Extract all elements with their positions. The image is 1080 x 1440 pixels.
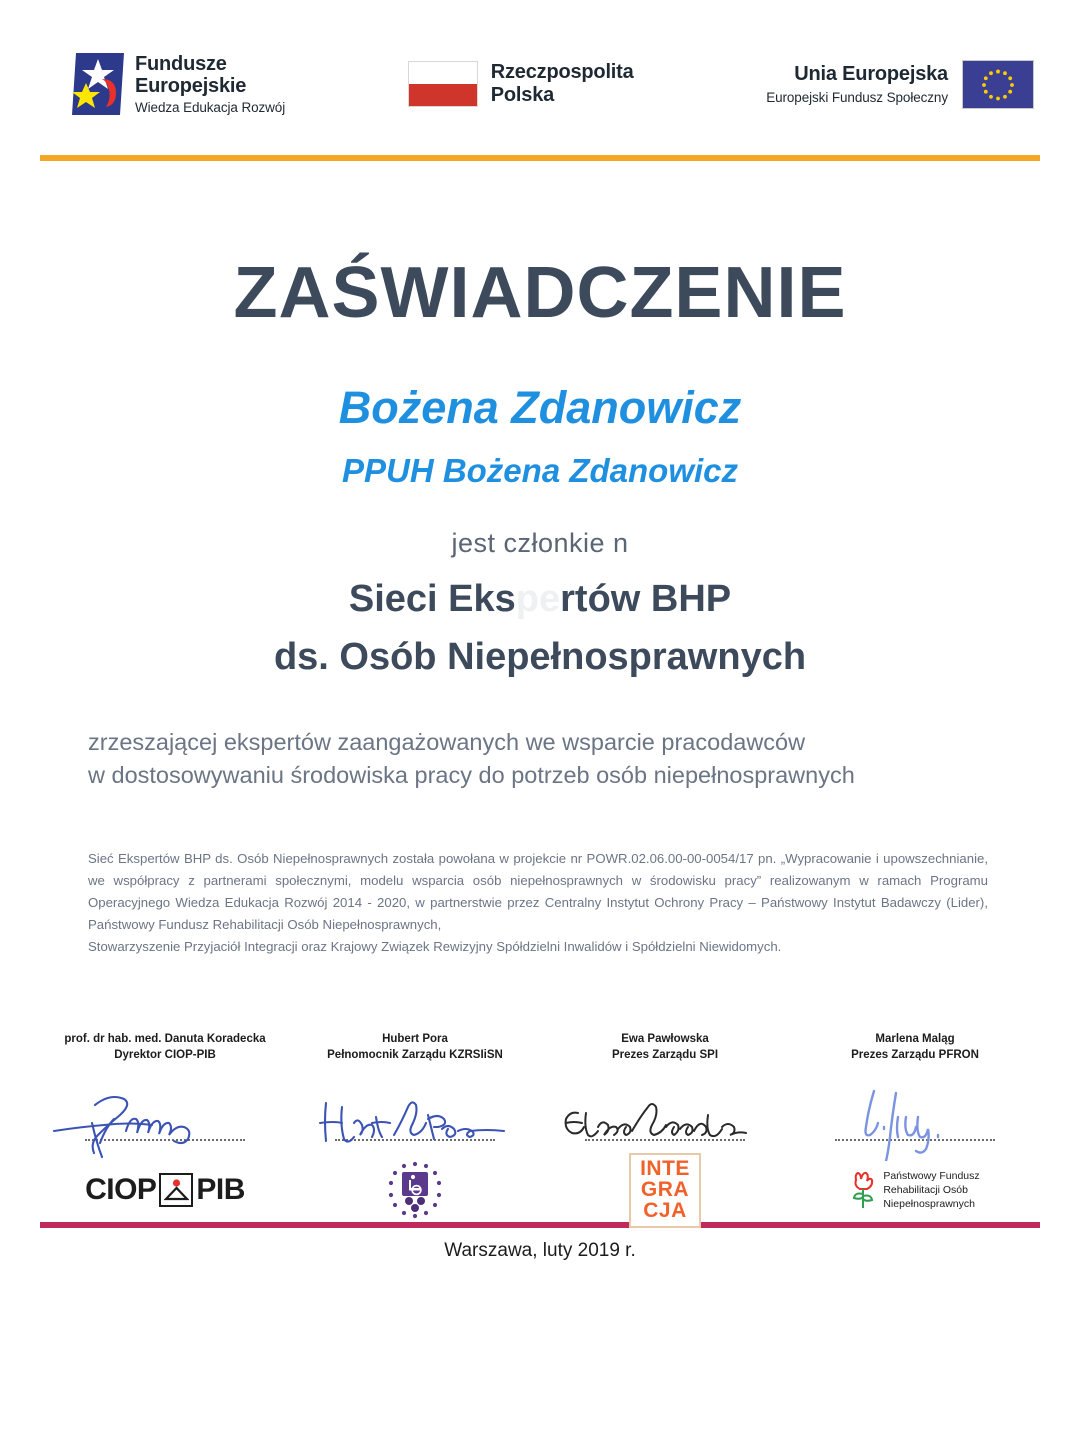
- description: [88, 726, 992, 793]
- unia-europejska-logo: [766, 60, 1034, 109]
- signatory-role: Dyrektor CIOP-PIB: [114, 1048, 216, 1061]
- fineprint-part-1: Sieć Ekspertów BHP ds. Osób Niepełnosprawnych została powołana w projekcie nr POWR.02.06.00-00-0054/17 pn. „Wypracowanie i upowszechnianie, we współpracy z partnerami społecznymi, modelu wsparcia osób niepełnosprawnych w środowisku pracy” realizowanym w ramach Programu Operacyjnego Wiedza Edukacja Rozwój 2014 - 2020, w partnerstwie przez Centralny Instytut Ochrony Pracy – Państwowy Instytut Badawczy (Lider), Państwowy Fundusz Rehabilitacji Osób Niepełnosprawnych,: [88, 851, 988, 932]
- fe-line-3: Wiedza Edukacja Rozwój: [135, 100, 286, 116]
- handwritten-signature-pora: [290, 1083, 530, 1161]
- network-text-before: Sieci Eks: [348, 578, 516, 620]
- fineprint-paragraph: [88, 848, 988, 958]
- ciop-figure-icon: [159, 1173, 193, 1207]
- integracja-line-3: CJA: [643, 1198, 687, 1222]
- signatory-role: Pełnomocnik Zarządu KZRSIiSN: [327, 1048, 503, 1061]
- network-name-line-1: [0, 578, 1080, 621]
- fe-line-2: Europejskie: [135, 74, 247, 97]
- signatory-name: Marlena Maląg: [875, 1033, 955, 1045]
- network-text-faded: pe: [515, 578, 561, 620]
- kzrsiisn-wheelchair-stars-logo: [290, 1159, 540, 1221]
- handwritten-signature-koradecka: [40, 1083, 280, 1161]
- rp-line-1: Rzeczpospolita: [490, 60, 634, 83]
- recipient-organization: PPUH Bożena Zdanowicz: [341, 452, 739, 489]
- handwritten-signature-pawlowska: [540, 1083, 780, 1161]
- network-name-line-2: ds. Osób Niepełnosprawnych: [273, 636, 807, 678]
- pfron-line-2: Rehabilitacji Osób: [883, 1183, 968, 1196]
- unia-europejska-text: [766, 62, 948, 106]
- rzeczpospolita-text: [491, 61, 634, 107]
- ciop-text-left: CIOP: [85, 1173, 157, 1207]
- signatory-role: Prezes Zarządu PFRON: [851, 1048, 979, 1061]
- integracja-logo: [540, 1156, 790, 1222]
- signatory-name: prof. dr hab. med. Danuta Koradecka: [64, 1033, 266, 1045]
- membership-intro: jest członkie n: [451, 528, 629, 558]
- ue-line-1: Unia Europejska: [794, 62, 948, 85]
- fineprint-part-2: Stowarzyszenie Przyjaciół Integracji oraz Krajowy Związek Rewizyjny Spółdzielni Inwalidów i Spółdzielni Niewidomych.: [88, 938, 782, 954]
- header-logo-bar: [40, 38, 1040, 130]
- integracja-line-1: INTE: [640, 1156, 690, 1180]
- fundusze-europejskie-stars-icon: [72, 53, 124, 115]
- divider-top: [40, 155, 1040, 161]
- description-line-2: w dostosowywaniu środowiska pracy do potrzeb osób niepełnosprawnych: [88, 762, 855, 789]
- handwritten-signature-malag: [790, 1083, 1030, 1161]
- pfron-line-1: Państwowy Fundusz: [883, 1169, 980, 1182]
- divider-bottom: [40, 1222, 1040, 1228]
- pfron-tulip-icon: [850, 1170, 876, 1210]
- page-title: ZAŚWIADCZENIE: [233, 253, 847, 333]
- signatory-pora: [290, 1032, 540, 1221]
- pfron-line-3: Niepełnosprawnych: [883, 1198, 975, 1211]
- signatory-malag: [790, 1032, 1040, 1221]
- place-and-date: Warszawa, luty 2019 r.: [444, 1240, 636, 1261]
- signatory-name: Hubert Pora: [382, 1033, 448, 1045]
- rp-line-2: Polska: [490, 84, 555, 106]
- rzeczpospolita-polska-logo: [408, 61, 634, 107]
- signature-block: [40, 1032, 1040, 1221]
- description-line-1: zrzeszającej ekspertów zaangażowanych we wsparcie pracodawców: [88, 729, 806, 755]
- signature-area: [40, 1079, 290, 1157]
- signatory-role: Prezes Zarządu SPI: [611, 1048, 719, 1061]
- pfron-tulip-logo: [790, 1159, 1040, 1221]
- network-text-after: rtów BHP: [560, 578, 732, 620]
- signatory-name: Ewa Pawłowska: [621, 1033, 709, 1045]
- signature-area: [540, 1079, 790, 1157]
- signature-area: [290, 1079, 540, 1157]
- recipient-name: Bożena Zdanowicz: [338, 382, 742, 433]
- signatory-koradecka: [40, 1032, 290, 1221]
- polish-flag-icon: [408, 61, 478, 107]
- fundusze-europejskie-logo: [72, 53, 285, 116]
- integracja-line-2: GRA: [640, 1177, 690, 1201]
- fundusze-europejskie-text: [135, 53, 285, 116]
- signatory-pawlowska: [540, 1032, 790, 1221]
- fe-line-1: Fundusze: [135, 52, 227, 75]
- signature-area: [790, 1079, 1040, 1157]
- ciop-pib-logo: [40, 1159, 290, 1221]
- ciop-text-right: PIB: [196, 1173, 245, 1207]
- ue-line-2: Europejski Fundusz Społeczny: [766, 89, 948, 105]
- european-union-flag-icon: [962, 60, 1034, 109]
- pfron-text: [883, 1169, 979, 1212]
